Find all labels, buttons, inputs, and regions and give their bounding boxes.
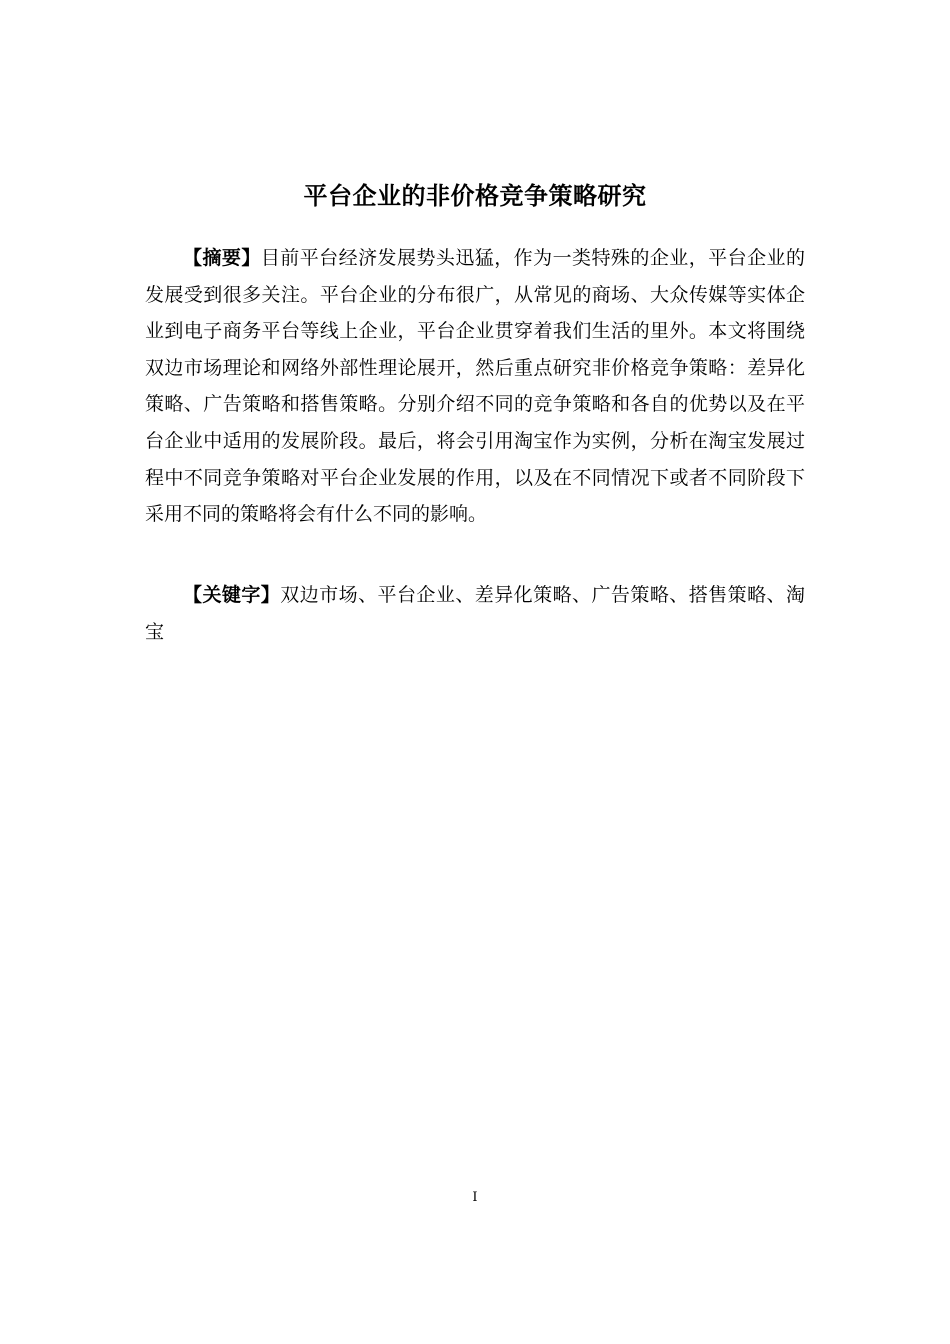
abstract-text: 目前平台经济发展势头迅猛，作为一类特殊的企业，平台企业的发展受到很多关注。平台企业的分布很广，从常见的商场、大众传媒等实体企业到电子商务平台等线上企业，平台企业贯穿着我们生活的里外。本文将围绕双边市场理论和网络外部性理论展开，然后重点研究非价格竞争策略：差异化策略、广告策略和搭售策略。分别介绍不同的竞争策略和各自的优势以及在平台企业中适用的发展阶段。最后，将会引用淘宝作为实例，分析在淘宝发展过程中不同竞争策略对平台企业发展的作用，以及在不同情况下或者不同阶段下采用不同的策略将会有什么不同的影响。 <box>145 247 805 526</box>
keywords-label: 【关键字】 <box>183 584 281 606</box>
abstract-paragraph <box>145 240 805 533</box>
abstract-label: 【摘要】 <box>183 247 261 269</box>
page-number: I <box>472 1190 478 1205</box>
document-title: 平台企业的非价格竞争策略研究 <box>303 182 647 210</box>
keywords-paragraph <box>145 577 805 650</box>
keywords-text: 双边市场、平台企业、差异化策略、广告策略、搭售策略、淘宝 <box>145 584 805 643</box>
